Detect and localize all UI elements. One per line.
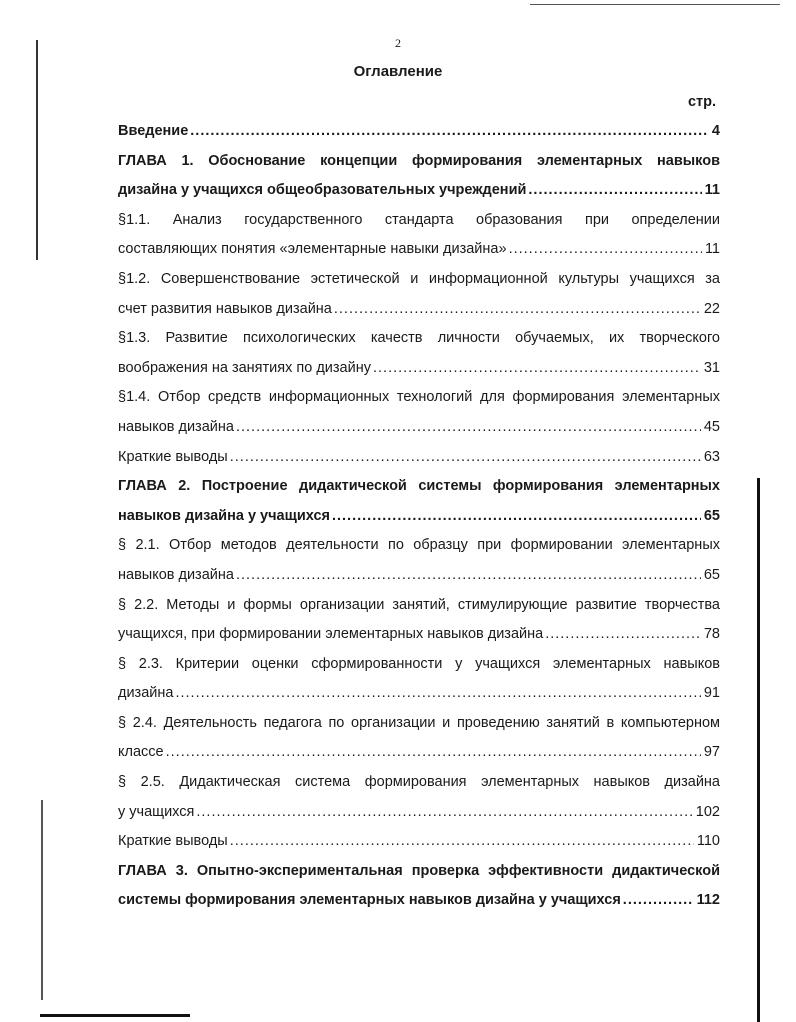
toc-entry-last-line [118, 679, 720, 709]
toc-dot-leader [236, 413, 701, 443]
toc-entry-page: 91 [703, 685, 720, 702]
toc-entry-title: Краткие выводы [118, 833, 228, 850]
toc-entry-page: 22 [703, 300, 720, 317]
toc-entry-last-line [118, 443, 720, 473]
toc-dot-leader [545, 620, 701, 650]
toc-entry-page: 110 [696, 833, 720, 850]
scan-edge-bottom [40, 1014, 190, 1017]
toc-entry [118, 768, 720, 827]
toc-entry-last-line [118, 295, 720, 325]
toc-entry-page: 4 [711, 123, 720, 139]
toc-entry-title: дизайна [118, 685, 174, 702]
scan-edge-top [530, 4, 780, 5]
toc-entry-page: 11 [704, 241, 720, 258]
toc-entry [118, 383, 720, 442]
toc-entry-title: у учащихся [118, 803, 195, 820]
toc-entry-page: 78 [703, 626, 720, 643]
page-column-label: стр. [687, 94, 716, 110]
toc-entry-page: 65 [703, 507, 720, 524]
toc-dot-leader [528, 176, 701, 206]
toc-entry-last-line [118, 502, 720, 532]
toc-entry-last-line [118, 176, 720, 206]
toc-entry-last-line [118, 354, 720, 384]
toc-entry-last-line [118, 235, 720, 265]
toc-entry-title: навыков дизайна [118, 566, 234, 583]
toc-entry [118, 324, 720, 383]
toc-entry-last-line [118, 886, 720, 916]
toc-entry [118, 443, 720, 473]
table-of-contents [118, 117, 720, 916]
toc-entry-title: воображения на занятиях по дизайну [118, 359, 371, 376]
toc-entry-last-line [118, 620, 720, 650]
toc-entry-page: 45 [703, 418, 720, 435]
toc-entry [118, 591, 720, 650]
toc-entry [118, 827, 720, 857]
toc-entry-line: §1.4. Отбор средств информационных технологий для формирования элементарных [118, 389, 720, 406]
scan-edge-left-lower [41, 800, 43, 1000]
toc-dot-leader [230, 443, 701, 473]
toc-entry-page: 31 [703, 359, 720, 376]
toc-entry [118, 531, 720, 590]
toc-entry-title: Введение [118, 123, 189, 139]
toc-entry-line: §1.3. Развитие психологических качеств личности обучаемых, их творческого [118, 330, 720, 347]
toc-entry [118, 472, 720, 531]
toc-entry [118, 265, 720, 324]
page-number: 2 [395, 36, 401, 50]
toc-dot-leader [373, 354, 701, 384]
toc-entry-line: § 2.4. Деятельность педагога по организации и проведению занятий в компьютерном [118, 714, 720, 731]
toc-dot-leader [166, 738, 701, 768]
toc-dot-leader [236, 561, 701, 591]
toc-entry-page: 63 [703, 448, 720, 465]
toc-entry-page: 97 [703, 744, 720, 761]
toc-entry-line: §1.1. Анализ государственного стандарта образования при определении [118, 211, 720, 228]
toc-entry-title: навыков дизайна у учащихся [118, 507, 330, 524]
toc-entry-line: §1.2. Совершенствование эстетической и информационной культуры учащихся за [118, 270, 720, 287]
toc-dot-leader [196, 798, 692, 828]
toc-entry-title: составляющих понятия «элементарные навыки дизайна» [118, 241, 507, 258]
toc-dot-leader [332, 502, 701, 532]
toc-entry-last-line [118, 798, 720, 828]
scan-edge-right [757, 478, 760, 1022]
toc-entry-line: § 2.1. Отбор методов деятельности по образцу при формировании элементарных [118, 537, 720, 554]
toc-dot-leader [623, 886, 694, 916]
toc-entry-last-line [118, 827, 720, 857]
toc-entry-page: 102 [695, 803, 720, 820]
toc-entry-page: 65 [703, 566, 720, 583]
toc-entry-last-line [118, 413, 720, 443]
toc-entry-page: 11 [704, 182, 720, 199]
toc-entry-line: § 2.2. Методы и формы организации занятий, стимулирующие развитие творчества [118, 596, 720, 613]
toc-entry-last-line [118, 738, 720, 768]
toc-entry [118, 117, 720, 147]
toc-dot-leader [190, 117, 709, 147]
toc-dot-leader [334, 295, 701, 325]
toc-entry-line: ГЛАВА 1. Обоснование концепции формирования элементарных навыков [118, 152, 720, 169]
toc-entry-title: учащихся, при формировании элементарных навыков дизайна [118, 626, 544, 643]
toc-entry-title: системы формирования элементарных навыков дизайна у учащихся [118, 892, 621, 909]
toc-entry-title: Краткие выводы [118, 448, 228, 465]
toc-entry-line: ГЛАВА 2. Построение дидактической системы формирования элементарных [118, 478, 720, 495]
toc-entry-title: дизайна у учащихся общеобразовательных учреждений [118, 182, 527, 199]
toc-entry-title: навыков дизайна [118, 418, 234, 435]
toc-entry-page: 112 [696, 892, 720, 909]
toc-dot-leader [230, 827, 694, 857]
toc-entry [118, 147, 720, 206]
toc-dot-leader [175, 679, 700, 709]
toc-entry [118, 709, 720, 768]
toc-entry-last-line [118, 117, 720, 147]
toc-entry [118, 650, 720, 709]
toc-entry [118, 206, 720, 265]
toc-entry-title: счет развития навыков дизайна [118, 300, 332, 317]
toc-dot-leader [509, 235, 702, 265]
toc-entry-last-line [118, 561, 720, 591]
toc-entry [118, 857, 720, 916]
page-title: Оглавление [353, 63, 443, 80]
toc-entry-title: классе [118, 744, 164, 761]
toc-entry-line: § 2.5. Дидактическая система формирования элементарных навыков дизайна [118, 774, 720, 791]
toc-entry-line: § 2.3. Критерии оценки сформированности у учащихся элементарных навыков [118, 655, 720, 672]
toc-entry-line: ГЛАВА 3. Опытно-экспериментальная проверка эффективности дидактической [118, 862, 720, 879]
